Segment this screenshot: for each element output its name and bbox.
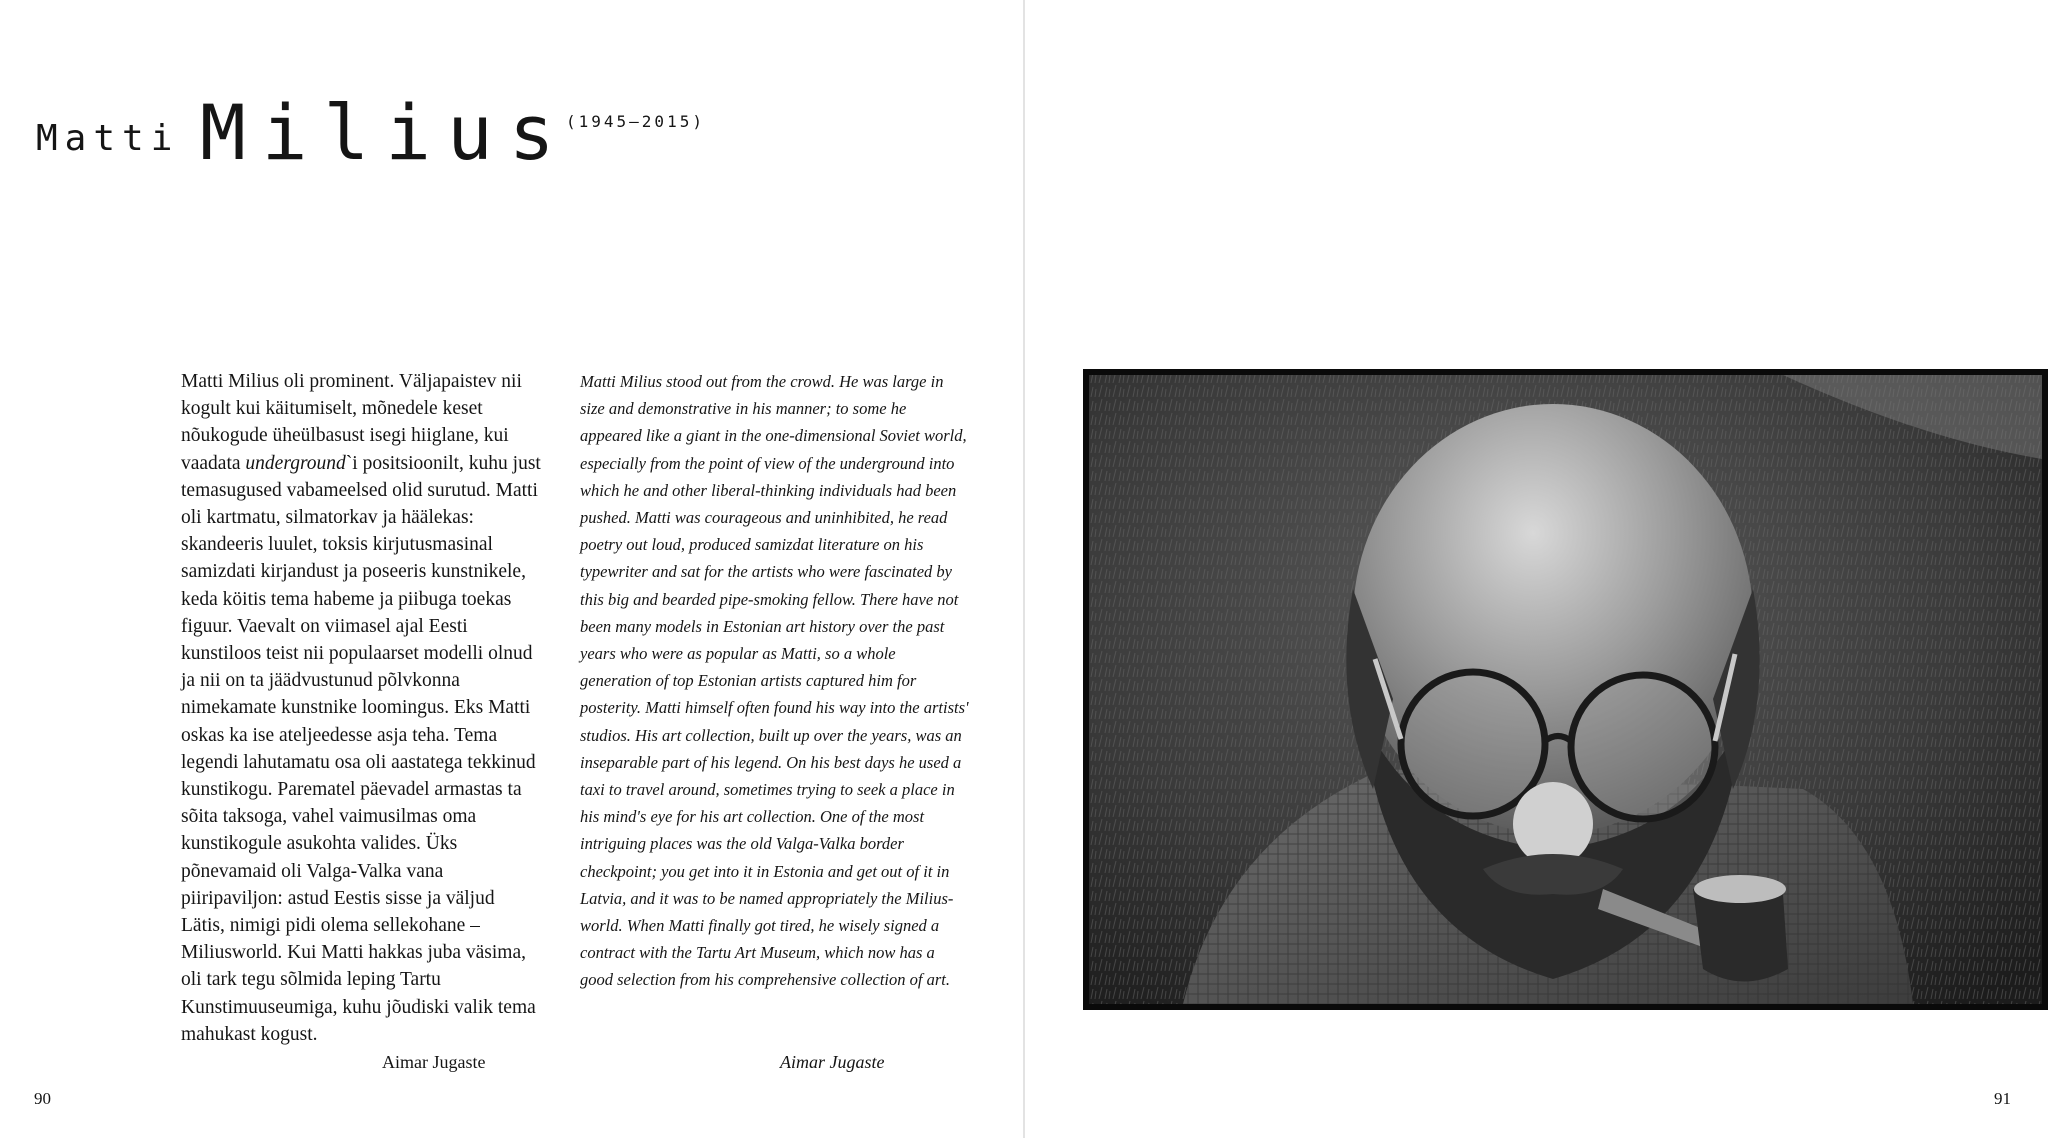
- title-first-name: Matti: [36, 118, 180, 159]
- estonian-paragraph: [181, 368, 541, 1048]
- page-number-left: 90: [34, 1089, 51, 1108]
- estonian-text-start: Matti Milius oli prominent. Väljapaistev nii kogult kui käitumiselt, mõnedele keset nõukogude üheülbasust isegi hiiglane, kui vaadata: [181, 371, 522, 474]
- english-paragraph: Matti Milius stood out from the crowd. He was large in size and demonstrative in his manner; to some he appeared like a giant in the one-dimensional Soviet world, especially from the point of view of the underground into which he and other liberal-thinking individuals had been pushed. Matti was courageous and uninhibited, he read poetry out loud, produced samizdat literature on his typewriter and sat for the artists who were fascinated by this big and bearded pipe-smoking fellow. There have not been many models in Estonian art history over the past years who were as popular as Matti, so a whole generation of top Estonian artists captured him for posterity. Matti himself often found his way into the artists' studios. His art collection, built up over the years, was an inseparable part of his legend. On his best days he used a taxi to travel around, sometimes trying to seek a place in his mind's eye for his art collection. One of the most intriguing places was the old Valga-Valka border checkpoint; you get into it in Estonia and get out of it in Latvia, and it was to be named appropriately the Milius-world. When Matti finally got tired, he wisely signed a contract with the Tartu Art Museum, which now has a good selection from his comprehensive collection of art.: [580, 372, 969, 990]
- title-dates: (1945–2015): [566, 112, 705, 131]
- portrait-photo: [1083, 369, 2048, 1010]
- title-last-name: Milius: [200, 88, 571, 177]
- english-text-column: [580, 368, 970, 994]
- estonian-italic-term: underground: [245, 452, 346, 474]
- estonian-text-column: [181, 368, 541, 1048]
- page-gutter: [1023, 0, 1025, 1138]
- english-signature: Aimar Jugaste: [780, 1052, 885, 1072]
- estonian-signature: Aimar Jugaste: [382, 1052, 486, 1072]
- page-number-right: 91: [1994, 1089, 2011, 1108]
- estonian-text-rest: `i positsioonilt, kuhu just temasugused vabameelsed olid surutud. Matti oli kartmatu, silmatorkav ja häälekas: skandeeris luulet, toksis kirjutusmasinal samizdati kirjandust ja poseeris kunstnikele, keda köitis tema habeme ja piibuga toekas figuur. Vaevalt on viimasel ajal Eesti kunstiloos teist nii populaarset modelli olnud ja nii on ta jäädvustunud põlvkonna nimekamate kunstnike loomingus. Eks Matti oskas ka ise ateljeedesse asja teha. Tema legendi lahutamatu osa oli aastatega tekkinud kunstikogu. Parematel päevadel armastas ta sõita taksoga, vahel vaimusilmas oma kunstikogule asukohta valides. Üks põnevamaid oli Valga-Valka vana piiripaviljon: astud Eestis sisse ja väljud Lätis, nimigi pidi olema sellekohane – Miliusworld. Kui Matti hakkas juba väsima, oli tark tegu sõlmida leping Tartu Kunstimuuseumiga, kuhu jõudiski valik tema mahukast kogust.: [181, 452, 541, 1045]
- portrait-photo-image: [1083, 369, 2048, 1010]
